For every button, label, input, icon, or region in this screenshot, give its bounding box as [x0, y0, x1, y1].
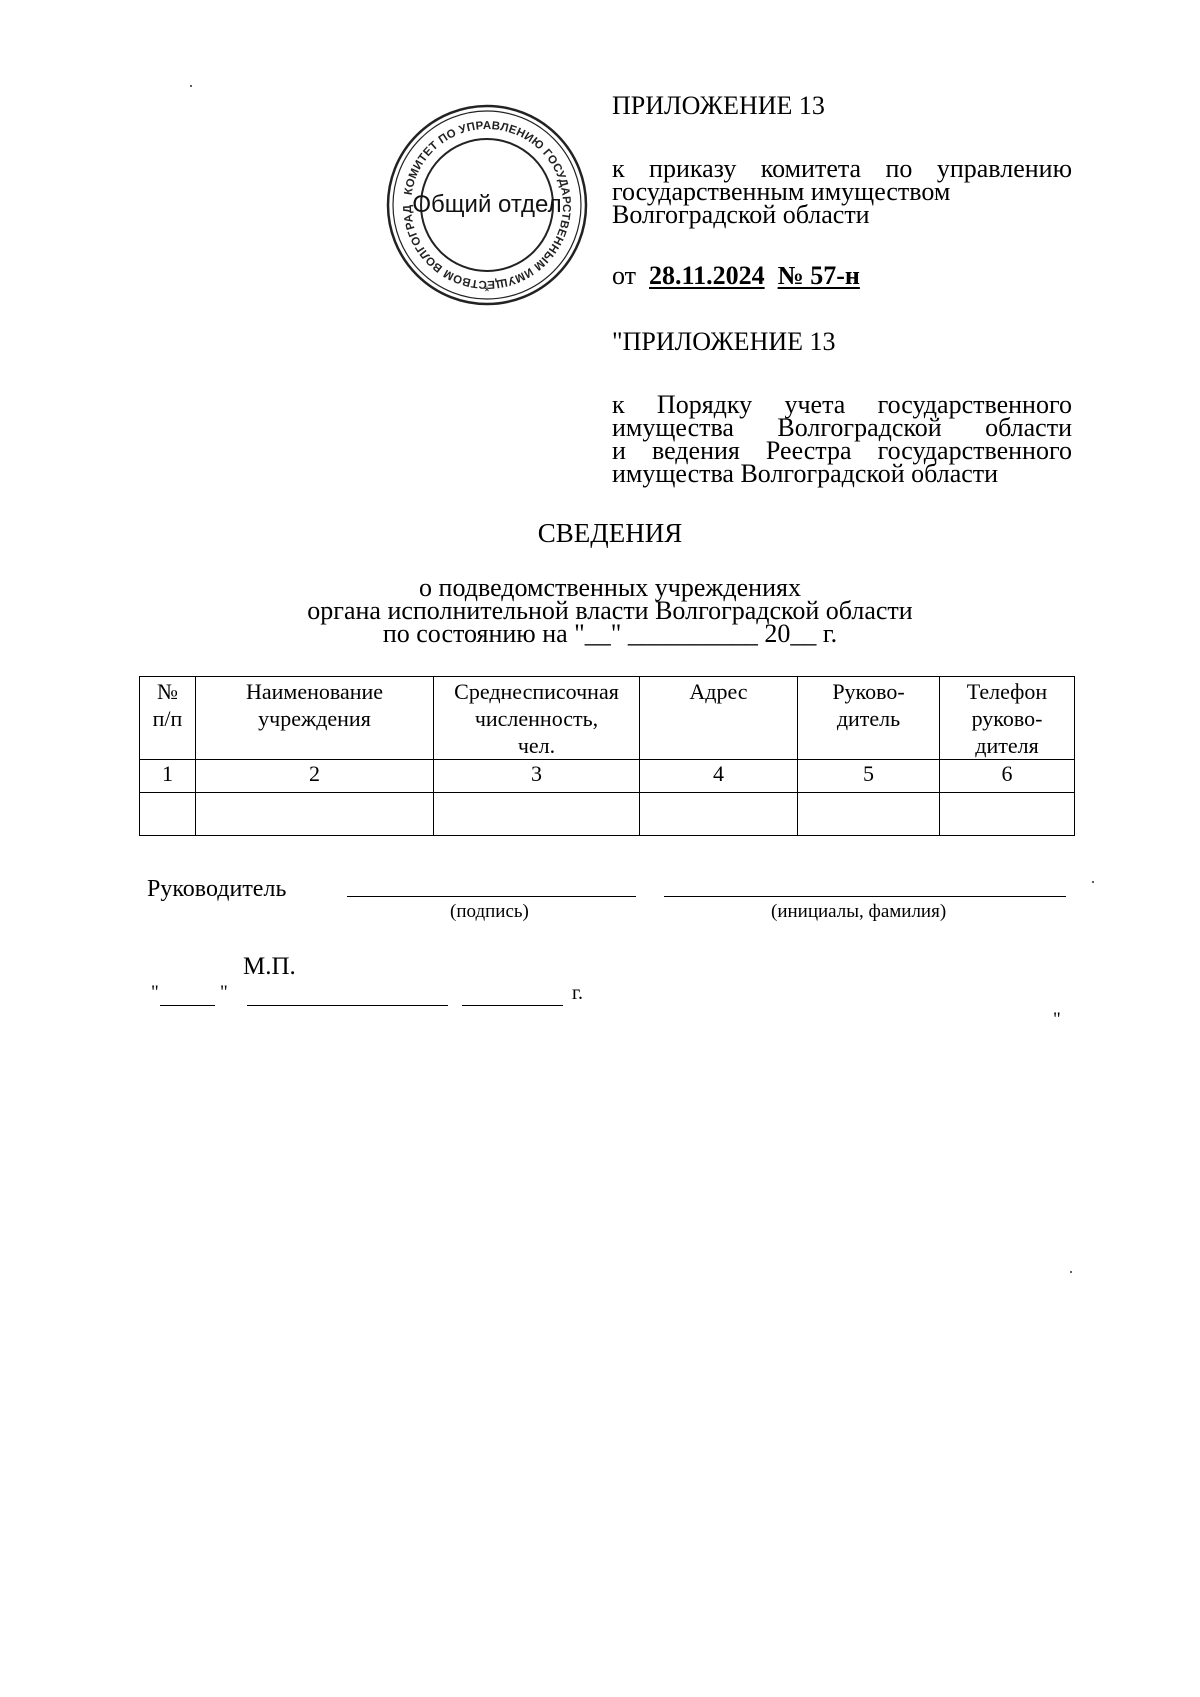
- date-prefix: от: [612, 261, 637, 290]
- head-label: Руководитель: [147, 876, 287, 902]
- name-caption: (инициалы, фамилия): [771, 901, 947, 922]
- date-quote-close: ": [220, 982, 228, 1003]
- official-stamp: [382, 100, 592, 310]
- institutions-table: [139, 676, 1075, 836]
- month-line: [247, 1005, 448, 1006]
- table-cell: [196, 793, 434, 836]
- table-cell: [798, 793, 940, 836]
- table-cell: [434, 793, 640, 836]
- procedure-line-2: имущества Волгоградской области: [612, 413, 1072, 442]
- order-date-line: [612, 261, 860, 290]
- order-number: № 57-н: [777, 261, 860, 290]
- subtitle-line-3: по состоянию на "__" __________ 20__ г.: [382, 619, 838, 648]
- signature-line: [347, 896, 636, 897]
- table-cell: 5: [798, 760, 940, 793]
- subtitle-line-2: органа исполнительной власти Волгоградской области: [307, 596, 913, 625]
- procedure-line-4: имущества Волгоградской области: [612, 459, 999, 488]
- header-institution-name: Наименование учреждения: [196, 677, 434, 760]
- stamp-star: *: [484, 283, 490, 299]
- order-line-3: Волгоградской области: [612, 200, 870, 229]
- header-head-phone: Телефон руково- дителя: [940, 677, 1075, 760]
- table-cell: 1: [140, 760, 196, 793]
- document-heading: СВЕДЕНИЯ: [537, 518, 683, 548]
- procedure-line-3: и ведения Реестра государственного: [612, 436, 1072, 465]
- scan-speck: ·: [1090, 872, 1096, 892]
- procedure-line-1: к Порядку учета государственного: [612, 390, 1072, 419]
- table-cell: [940, 793, 1075, 836]
- table-cell: [640, 793, 798, 836]
- quoted-appendix-title: "ПРИЛОЖЕНИЕ 13: [612, 327, 836, 356]
- table-cell: 6: [940, 760, 1075, 793]
- scan-speck: ·: [1068, 1262, 1074, 1282]
- seal-label: М.П.: [243, 953, 296, 980]
- name-line: [664, 896, 1066, 897]
- date-quote-open: ": [151, 982, 159, 1003]
- header-average-headcount: Среднесписочная численность, чел.: [434, 677, 640, 760]
- table-row: [140, 760, 1075, 793]
- day-line: [160, 1005, 215, 1006]
- order-line-1: к приказу комитета по управлению: [612, 154, 1072, 183]
- year-line: [462, 1005, 563, 1006]
- stamp-center-text: Общий отдел: [412, 191, 562, 218]
- closing-quote: ": [1053, 1009, 1061, 1030]
- signature-caption: (подпись): [450, 901, 529, 922]
- table-row: [140, 793, 1075, 836]
- table-cell: [140, 793, 196, 836]
- appendix-title: ПРИЛОЖЕНИЕ 13: [612, 91, 825, 120]
- header-address: Адрес: [640, 677, 798, 760]
- order-date: 28.11.2024: [649, 261, 765, 290]
- year-suffix: г.: [572, 982, 583, 1004]
- scan-speck: ·: [188, 76, 194, 96]
- header-head: Руково- дитель: [798, 677, 940, 760]
- table-cell: 3: [434, 760, 640, 793]
- stamp-ring-text: КОМИТЕТ ПО УПРАВЛЕНИЮ ГОСУДАРСТВЕННЫМ ИМУЩЕСТВОМ ВОЛГОГРАД: [401, 119, 573, 291]
- header-number: № п/п: [140, 677, 196, 760]
- stamp-seal-graphic: [382, 100, 592, 310]
- table-cell: 4: [640, 760, 798, 793]
- subtitle-line-1: о подведомственных учреждениях: [419, 573, 801, 602]
- order-line-2: государственным имуществом: [612, 177, 951, 206]
- table-header-row: [140, 677, 1075, 760]
- table-cell: 2: [196, 760, 434, 793]
